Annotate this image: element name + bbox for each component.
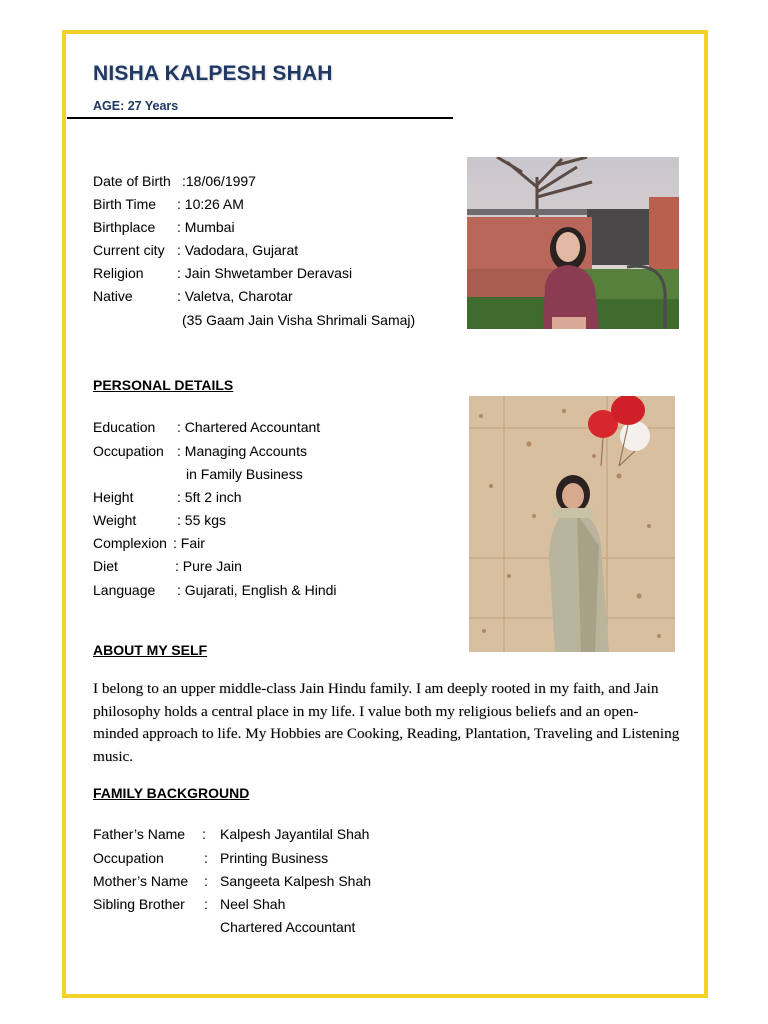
family-colon: : — [204, 873, 208, 889]
family-label: Mother’s Name — [93, 873, 189, 889]
detail-value: : Gujarati, English & Hindi — [177, 582, 337, 598]
detail-value: in Family Business — [186, 466, 303, 482]
header-divider — [67, 117, 453, 119]
info-label: Current city — [93, 242, 165, 258]
detail-value: : Pure Jain — [175, 558, 242, 574]
photo-saree-image — [469, 396, 675, 652]
profile-photo-outdoor — [467, 157, 679, 329]
detail-value: : 55 kgs — [177, 512, 227, 528]
detail-label: Diet — [93, 558, 118, 574]
candidate-age: AGE: 27 Years — [93, 99, 179, 113]
info-value: : 10:26 AM — [177, 196, 244, 212]
detail-value: : Managing Accounts — [177, 443, 307, 459]
family-value: Chartered Accountant — [220, 919, 356, 935]
section-heading-family: FAMILY BACKGROUND — [93, 785, 250, 801]
family-value: Kalpesh Jayantilal Shah — [220, 826, 370, 842]
detail-label: Occupation — [93, 443, 164, 459]
detail-label: Language — [93, 582, 156, 598]
info-label: Religion — [93, 265, 144, 281]
info-value: : Valetva, Charotar — [177, 288, 293, 304]
family-colon: : — [204, 850, 208, 866]
about-paragraph: I belong to an upper middle-class Jain Hindu family. I am deeply rooted in my faith, and Jain philosophy holds a central place in my life. I value both my religious beliefs and an open-minded approach to life. My Hobbies are Cooking, Reading, Plantation, Traveling and Listening music. — [93, 680, 680, 765]
info-value: : Jain Shwetamber Deravasi — [177, 265, 353, 281]
detail-label: Complexion — [93, 535, 167, 551]
candidate-name: NISHA KALPESH SHAH — [93, 62, 333, 85]
info-label: Birth Time — [93, 196, 157, 212]
section-heading-personal: PERSONAL DETAILS — [93, 377, 234, 393]
info-label: Native — [93, 288, 133, 304]
detail-value: : 5ft 2 inch — [177, 489, 242, 505]
info-label: Date of Birth — [93, 173, 171, 189]
info-value: : Mumbai — [177, 219, 235, 235]
detail-label: Height — [93, 489, 134, 505]
family-colon: : — [204, 896, 208, 912]
family-label: Occupation — [93, 850, 164, 866]
family-label: Father’s Name — [93, 826, 186, 842]
detail-value: : Chartered Accountant — [177, 419, 321, 435]
family-value: Printing Business — [220, 850, 329, 866]
section-heading-about: ABOUT MY SELF — [93, 642, 208, 658]
profile-photo-saree — [469, 396, 675, 652]
detail-label: Weight — [93, 512, 137, 528]
detail-value: : Fair — [173, 535, 205, 551]
info-value: : Vadodara, Gujarat — [177, 242, 299, 258]
family-value: Neel Shah — [220, 896, 286, 912]
family-value: Sangeeta Kalpesh Shah — [220, 873, 372, 889]
family-label: Sibling Brother — [93, 896, 185, 912]
family-colon: : — [202, 826, 206, 842]
info-label: Birthplace — [93, 219, 156, 235]
detail-label: Education — [93, 419, 156, 435]
info-value: (35 Gaam Jain Visha Shrimali Samaj) — [182, 312, 416, 328]
photo-outdoor-image — [467, 157, 679, 329]
info-value: :18/06/1997 — [182, 173, 256, 189]
